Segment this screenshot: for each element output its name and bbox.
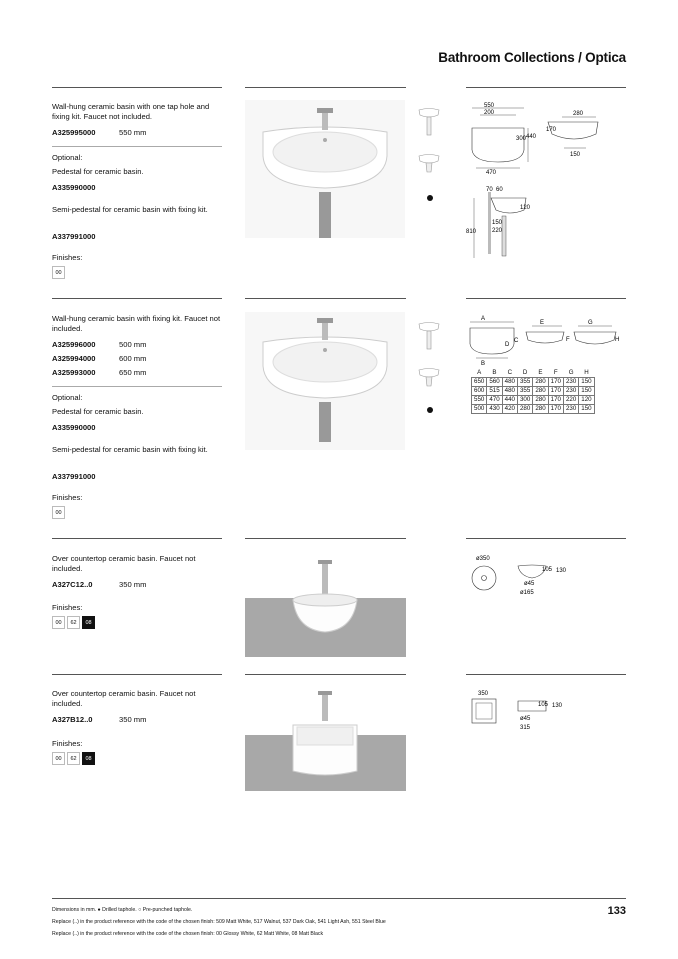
dimension-cell: 420 xyxy=(502,404,517,413)
dimension-cell: 220 xyxy=(563,395,578,404)
dim-label: ø45 xyxy=(524,581,535,587)
dimension-cell: 280 xyxy=(533,386,548,395)
product-code: A325994000 xyxy=(52,354,96,363)
dimension-cell: 500 xyxy=(472,404,487,413)
product-description: Wall-hung ceramic basin with one tap hole and fixing kit. Faucet not included. xyxy=(52,102,210,121)
dimension-table xyxy=(471,368,595,414)
drilled-taphole-icon xyxy=(427,407,433,413)
optional-label: Optional: xyxy=(52,153,83,162)
finish-swatches xyxy=(52,616,95,629)
dim-label: ø45 xyxy=(520,716,531,722)
finish-swatches xyxy=(52,752,95,765)
finishes-label: Finishes: xyxy=(52,493,83,502)
dim-label: 280 xyxy=(573,111,584,117)
dimension-cell: 280 xyxy=(517,404,532,413)
product-size: 550 mm xyxy=(119,128,147,137)
dimension-cell: 150 xyxy=(579,404,594,413)
dim-header: A xyxy=(477,368,482,376)
dim-letter: B xyxy=(481,361,486,367)
dim-letter: A xyxy=(481,316,486,322)
semi-pedestal-thumbnail xyxy=(416,150,442,184)
product-code: A327B12..0 xyxy=(52,715,93,724)
basin-photo xyxy=(245,552,406,657)
dimension-cell: 355 xyxy=(517,377,532,386)
dim-label: 440 xyxy=(526,134,537,140)
dim-letter: D xyxy=(505,342,510,348)
dimension-cell: 355 xyxy=(517,386,532,395)
technical-drawing xyxy=(466,100,626,260)
section-rule xyxy=(245,538,406,539)
product-description: Over countertop ceramic basin. Faucet not included. xyxy=(52,689,196,708)
dim-header: C xyxy=(507,368,513,376)
dim-letter: G xyxy=(588,320,593,326)
pedestal-code: A335990000 xyxy=(52,423,96,432)
finish-swatch[interactable]: 62 xyxy=(67,752,80,765)
dim-header: F xyxy=(553,368,558,376)
technical-drawing xyxy=(466,687,626,737)
dimension-cell: 230 xyxy=(563,377,578,386)
dim-header: E xyxy=(538,368,543,376)
finishes-label: Finishes: xyxy=(52,603,83,612)
drilled-taphole-icon xyxy=(427,195,433,201)
finishes-label: Finishes: xyxy=(52,739,83,748)
divider xyxy=(52,146,222,147)
page-number: 133 xyxy=(607,905,626,917)
basin-photo xyxy=(245,312,405,450)
dim-label: 105 xyxy=(538,702,549,708)
dim-label: 105 xyxy=(542,567,553,573)
dimension-row xyxy=(472,395,595,404)
semi-pedestal-code: A337991000 xyxy=(52,472,96,481)
dimension-cell: 230 xyxy=(563,404,578,413)
semi-pedestal-text: Semi-pedestal for ceramic basin with fixing kit. xyxy=(52,445,208,454)
dimension-cell: 480 xyxy=(502,386,517,395)
section-rule xyxy=(245,87,406,88)
dimension-cell: 280 xyxy=(533,404,548,413)
finishes-label: Finishes: xyxy=(52,253,83,262)
dimension-cell: 280 xyxy=(533,377,548,386)
footer-legend: Dimensions in mm. ● Drilled taphole. ○ Pre-punched taphole. xyxy=(52,907,193,913)
finish-swatch[interactable]: 62 xyxy=(67,616,80,629)
dimension-cell: 515 xyxy=(487,386,502,395)
dimension-row xyxy=(472,386,595,395)
product-size: 600 mm xyxy=(119,354,147,363)
dim-header: B xyxy=(492,368,497,376)
section-rule xyxy=(466,298,626,299)
dim-header: H xyxy=(584,368,589,376)
dim-label: 70 xyxy=(486,187,493,193)
dim-label: 200 xyxy=(484,110,495,116)
product-description: Over countertop ceramic basin. Faucet not included. xyxy=(52,554,196,573)
semi-pedestal-thumbnail xyxy=(416,364,442,398)
section-rule xyxy=(466,538,626,539)
section-rule xyxy=(52,298,222,299)
finish-swatch[interactable]: 00 xyxy=(52,752,65,765)
dim-label: ø350 xyxy=(476,556,490,562)
dimension-cell: 230 xyxy=(563,386,578,395)
product-code: A325996000 xyxy=(52,340,96,349)
dimension-cell: 150 xyxy=(579,377,594,386)
basin-photo xyxy=(245,687,406,791)
technical-drawing xyxy=(466,552,626,602)
finish-swatches xyxy=(52,266,65,279)
dimension-cell: 150 xyxy=(579,386,594,395)
dim-label: 130 xyxy=(556,568,567,574)
product-code: A325993000 xyxy=(52,368,96,377)
dimension-cell: 440 xyxy=(502,395,517,404)
section-rule xyxy=(52,87,222,88)
dimension-cell: 650 xyxy=(472,377,487,386)
dim-label: 60 xyxy=(496,187,503,193)
semi-pedestal-text: Semi-pedestal for ceramic basin with fixing kit. xyxy=(52,205,208,214)
dim-label: 150 xyxy=(570,152,581,158)
dim-label: 550 xyxy=(484,103,495,109)
dim-label: 150 xyxy=(492,220,503,226)
dimension-header-row xyxy=(472,368,595,377)
footer-note: Replace (..) in the product reference with the code of the chosen finish: 00 Glossy White, 62 Matt White, 08 Matt Black xyxy=(52,931,324,937)
semi-pedestal-code: A337991000 xyxy=(52,232,96,241)
section-rule xyxy=(466,87,626,88)
dimension-cell: 300 xyxy=(517,395,532,404)
dim-label: 130 xyxy=(552,703,563,709)
dimension-row xyxy=(472,377,595,386)
dim-label: 470 xyxy=(486,170,497,176)
dimension-row xyxy=(472,404,595,413)
section-rule xyxy=(245,298,406,299)
dimension-cell: 600 xyxy=(472,386,487,395)
dimension-cell: 170 xyxy=(548,386,563,395)
finish-swatch[interactable]: 00 xyxy=(52,506,65,519)
technical-drawing xyxy=(466,312,626,368)
dim-letter: H xyxy=(615,337,620,343)
dimension-cell: 170 xyxy=(548,395,563,404)
finish-swatch[interactable]: 08 xyxy=(82,752,95,765)
pedestal-thumbnail xyxy=(416,104,442,138)
finish-swatch[interactable]: 00 xyxy=(52,616,65,629)
pedestal-thumbnail xyxy=(416,318,442,352)
page-title: Bathroom Collections / Optica xyxy=(438,50,626,65)
product-size: 650 mm xyxy=(119,368,147,377)
product-code: A325995000 xyxy=(52,128,96,137)
dim-label: 120 xyxy=(520,205,531,211)
dimension-cell: 470 xyxy=(487,395,502,404)
dim-label: 170 xyxy=(546,127,557,133)
section-rule xyxy=(245,674,406,675)
finish-swatch[interactable]: 00 xyxy=(52,266,65,279)
dim-label: 810 xyxy=(466,229,477,235)
product-code: A327C12..0 xyxy=(52,580,93,589)
product-size: 350 mm xyxy=(119,715,147,724)
dim-header: G xyxy=(568,368,574,376)
footer-note: Replace (..) in the product reference with the code of the chosen finish: 509 Matt White, 517 Walnut, 537 Dark Oak, 541 Light Ash, 551 Steel Blue xyxy=(52,919,386,925)
dimension-cell: 280 xyxy=(533,395,548,404)
section-rule xyxy=(52,538,222,539)
dimension-cell: 120 xyxy=(579,395,594,404)
dimension-cell: 170 xyxy=(548,377,563,386)
finish-swatches xyxy=(52,506,65,519)
pedestal-text: Pedestal for ceramic basin. xyxy=(52,167,144,176)
finish-swatch[interactable]: 08 xyxy=(82,616,95,629)
product-description: Wall-hung ceramic basin with fixing kit. Faucet not included. xyxy=(52,314,221,333)
pedestal-code: A335990000 xyxy=(52,183,96,192)
product-size: 500 mm xyxy=(119,340,147,349)
dim-label: 220 xyxy=(492,228,503,234)
dim-label: 300 xyxy=(516,136,527,142)
section-rule xyxy=(466,674,626,675)
product-size: 350 mm xyxy=(119,580,147,589)
dim-header: D xyxy=(522,368,528,376)
divider xyxy=(52,386,222,387)
basin-photo xyxy=(245,100,405,238)
dim-letter: E xyxy=(540,320,545,326)
dimension-cell: 430 xyxy=(487,404,502,413)
dim-label: 315 xyxy=(520,725,531,731)
footer-rule xyxy=(52,898,626,899)
dimension-cell: 550 xyxy=(472,395,487,404)
dim-label: ø165 xyxy=(520,590,534,596)
dimension-cell: 480 xyxy=(502,377,517,386)
section-rule xyxy=(52,674,222,675)
dim-letter: C xyxy=(514,338,519,344)
optional-label: Optional: xyxy=(52,393,83,402)
dimension-cell: 170 xyxy=(548,404,563,413)
dim-label: 350 xyxy=(478,691,489,697)
pedestal-text: Pedestal for ceramic basin. xyxy=(52,407,144,416)
dimension-cell: 560 xyxy=(487,377,502,386)
dim-letter: F xyxy=(566,337,570,343)
